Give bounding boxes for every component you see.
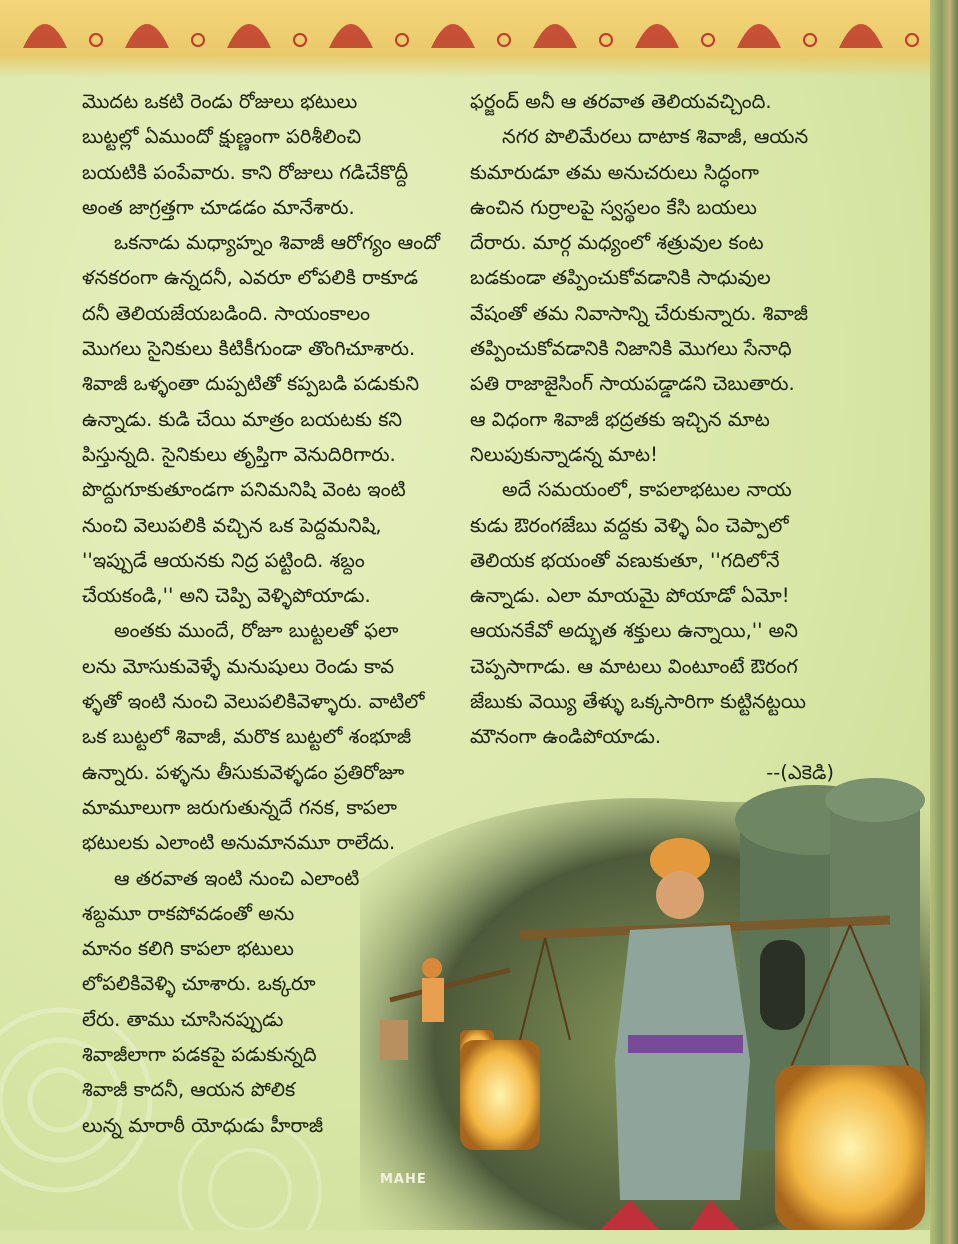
text-line: మౌనంగా ఉండిపోయాడు. (470, 725, 662, 749)
border-swirl (600, 34, 612, 46)
text-line: ఆ విధంగా శివాజీ భద్రతకు ఇచ్చిన మాట (470, 407, 770, 431)
illustrator-signature: MAHE (380, 1172, 427, 1187)
author-credit: --(ఎకెడి) (766, 760, 834, 784)
text-line: కుమారుడూ తమ అనుచరులు సిద్ధంగా (470, 160, 760, 184)
border-swirl (702, 34, 714, 46)
text-line: భటులకు ఎలాంటి అనుమానమూ రాలేదు. (82, 831, 396, 855)
text-line: లేరు. తాము చూసినప్పుడు (82, 1007, 284, 1031)
floral-border-pattern (0, 0, 930, 78)
text-line: మానం కలిగి కాపలా భటులు (82, 937, 294, 961)
border-swirl (396, 34, 408, 46)
text-line: ఉన్నాడు. ఎలా మాయమై పోయాడో ఏమో! (470, 584, 790, 608)
text-line: ఉన్నారు. పళ్ళను తీసుకువెళ్ళడం ప్రతిరోజూ (82, 760, 405, 784)
text-line: దేరారు. మార్గ మధ్యంలో శత్రువుల కంట (470, 231, 764, 255)
text-line: బయటికి పంపేవారు. కాని రోజులు గడిచేకొద్దీ (82, 160, 409, 184)
text-line: మొదట ఒకటి రెండు రోజులు భటులు (82, 90, 358, 113)
text-line: బుట్టల్లో ఏముందో క్షుణ్ణంగా పరిశీలించి (82, 125, 362, 149)
text-line: పిస్తున్నది. సైనికులు తృప్తిగా వెనుదిరిగారు. (82, 442, 396, 466)
text-line: ఉన్నాడు. కుడి చేయి మాత్రం బయటకు కని (82, 407, 403, 431)
text-line: అదే సమయంలో, కాపలాభటుల నాయ (502, 478, 792, 502)
text-line: ఉంచిన గుర్రాలపై స్వస్థలం కేసి బయలు (470, 195, 757, 219)
text-line: ఫర్జంద్ అనీ ఆ తరవాత తెలియవచ్చింది. (470, 90, 772, 113)
border-flower (329, 24, 373, 48)
border-flower (839, 24, 883, 48)
text-line: లున్న మారాఠీ యోధుడు హీరాజీ (82, 1113, 324, 1137)
border-swirl (294, 34, 306, 46)
border-swirl (498, 34, 510, 46)
text-line: చేయకండి,'' అని చెప్పి వెళ్ళిపోయాడు. (82, 584, 371, 608)
text-line: పొద్దుగూకుతూండగా పనిమనిషి వెంట ఇంటి (82, 478, 406, 502)
border-swirl (906, 34, 918, 46)
ornamental-border (0, 0, 930, 78)
text-line: అంతకు ముందే, రోజూ బుట్టలతో ఫలా (114, 619, 399, 643)
border-flower (227, 24, 271, 48)
border-swirl (192, 34, 204, 46)
text-line: పతి రాజాజైసింగ్ సాయపడ్డాడని చెబుతారు. (470, 372, 795, 396)
page-edge (930, 0, 958, 1244)
text-line: వేషంతో తమ నివాసాన్ని చేరుకున్నారు. శివాజీ (470, 301, 809, 325)
text-line: ళనకరంగా ఉన్నదనీ, ఎవరూ లోపలికి రాకూడ (82, 266, 419, 290)
story-illustration (360, 760, 930, 1230)
border-flower (23, 24, 67, 48)
border-flower (635, 24, 679, 48)
text-line: లను మోసుకువెళ్ళే మనుషులు రెండు కావ (82, 654, 395, 678)
text-line: చెప్పసాగాడు. ఆ మాటలు వింటూంటే ఔరంగ (470, 654, 798, 678)
text-line: తప్పించుకోవడానికి నిజానికి మొగలు సేనాధి (470, 337, 792, 361)
border-flower (125, 24, 169, 48)
border-flower (737, 24, 781, 48)
text-line: నగర పొలిమేరలు దాటాక శివాజీ, ఆయన (502, 125, 809, 149)
text-line: శబ్దమూ రాకపోవడంతో అను (82, 901, 295, 925)
text-line: దనీ తెలియజేయబడింది. సాయంకాలం (82, 301, 371, 325)
text-line: ''ఇప్పుడే ఆయనకు నిద్ర పట్టింది. శబ్దం (82, 548, 365, 572)
text-line: శివాజీలాగా పడకపై పడుకున్నది (82, 1043, 317, 1067)
border-swirl (90, 34, 102, 46)
text-line: నుంచి వెలుపలికి వచ్చిన ఒక పెద్దమనిషి, (82, 513, 382, 537)
text-line: మామూలుగా జరుగుతున్నదే గనక, కాపలా (82, 795, 397, 819)
text-line: ఆ తరవాత ఇంటి నుంచి ఎలాంటి (114, 866, 360, 890)
text-line: ళ్ళతో ఇంటి నుంచి వెలుపలికివెళ్ళారు. వాటిలో (82, 690, 425, 714)
border-swirl (804, 34, 816, 46)
text-line: బడకుండా తప్పించుకోవడానికి సాధువుల (470, 266, 771, 290)
text-line: నిలుపుకున్నాడన్న మాట! (470, 442, 658, 466)
text-line: అంత జాగ్రత్తగా చూడడం మానేశారు. (82, 195, 355, 219)
text-line: తెలియక భయంతో వణుకుతూ, ''గదిలోనే (470, 548, 780, 572)
border-flower (431, 24, 475, 48)
text-line: జేబుకు వెయ్యి తేళ్ళు ఒక్కసారిగా కుట్టినట్టయి (470, 690, 806, 714)
text-line: ఆయనకేవో అద్భుత శక్తులు ఉన్నాయి,'' అని (470, 619, 798, 643)
text-line: శివాజీ కాదనీ, ఆయన పోలిక (82, 1078, 296, 1102)
border-flower (533, 24, 577, 48)
text-line: ఒక బుట్టలో శివాజీ, మరొక బుట్టలో శంభూజీ (82, 725, 412, 749)
text-line: ఒకనాడు మధ్యాహ్నం శివాజీ ఆరోగ్యం ఆందో (114, 231, 441, 255)
text-line: మొగలు సైనికులు కిటికీగుండా తొంగిచూశారు. (82, 337, 416, 361)
text-line: శివాజీ ఒళ్ళంతా దుప్పటితో కప్పబడి పడుకుని (82, 372, 420, 396)
text-line: లోపలికివెళ్ళి చూశారు. ఒక్కరూ (82, 972, 316, 996)
text-line: కుడు ఔరంగజేబు వద్దకు వెళ్ళి ఏం చెప్పాలో (470, 513, 789, 537)
right-text-column (470, 84, 840, 790)
